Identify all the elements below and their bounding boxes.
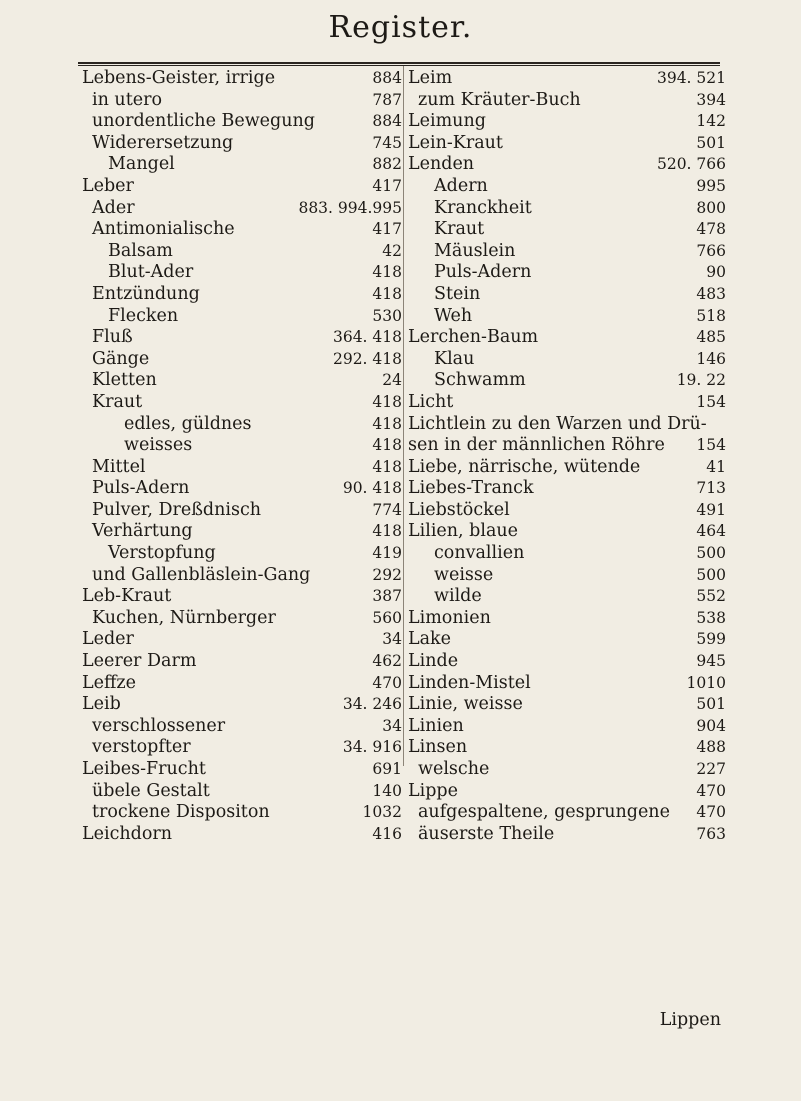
index-entry: [408, 133, 726, 155]
index-entry: [82, 694, 402, 716]
entry-page: 90: [706, 263, 726, 282]
index-entry: [408, 198, 726, 220]
entry-term: Kuchen, Nürnberger: [92, 607, 276, 628]
entry-term: Leerer Darm: [82, 651, 197, 672]
entry-term: Linie, weisse: [408, 694, 523, 715]
entry-term: Stein: [434, 283, 481, 304]
index-entry: [82, 68, 402, 90]
entry-page: 483: [696, 284, 726, 303]
entry-page: 491: [696, 500, 726, 519]
entry-page: 34: [382, 630, 402, 649]
entry-term: Leb-Kraut: [82, 586, 172, 607]
entry-page: 24: [382, 371, 402, 390]
entry-term: Weh: [434, 305, 473, 326]
entry-page: 766: [696, 241, 726, 260]
index-entry: [408, 543, 726, 565]
entry-page: 419: [372, 544, 402, 563]
index-entry: [82, 198, 402, 220]
index-entry: [408, 349, 726, 371]
entry-term: Lenden: [408, 154, 475, 175]
index-entry: [408, 262, 726, 284]
index-entry: [408, 586, 726, 608]
index-entry: [82, 111, 402, 133]
entry-page: 884: [372, 69, 402, 87]
entry-page: 882: [372, 155, 402, 174]
entry-term: Leib: [82, 694, 121, 715]
entry-page: 478: [696, 220, 726, 239]
entry-page: 154: [696, 392, 726, 411]
entry-term: Kraut: [434, 219, 485, 240]
entry-page: 560: [372, 608, 402, 627]
entry-term: Schwamm: [434, 370, 526, 391]
entry-page: 416: [372, 824, 402, 843]
entry-term: Leichdorn: [82, 823, 173, 844]
entry-page: 518: [696, 306, 726, 325]
index-entry: [82, 284, 402, 306]
index-entry: [82, 176, 402, 198]
entry-page: 530: [372, 306, 402, 325]
entry-term: in utero: [92, 89, 162, 110]
entry-term: weisse: [434, 564, 494, 585]
index-entry: [408, 90, 726, 112]
entry-page: 146: [696, 349, 726, 368]
index-entry: [408, 478, 726, 500]
index-entry: [82, 241, 402, 263]
entry-term: Linden-Mistel: [408, 672, 531, 693]
entry-term: übele Gestalt: [92, 780, 210, 801]
entry-page: 464: [696, 522, 726, 541]
entry-page: 763: [696, 824, 726, 843]
entry-page: 41: [706, 457, 726, 476]
index-entry: [82, 737, 402, 759]
entry-page: 713: [696, 479, 726, 498]
index-entry: [408, 824, 726, 846]
index-entry: [408, 521, 726, 543]
index-entry: [82, 457, 402, 479]
entry-term: Limonien: [408, 607, 491, 628]
index-entry: [408, 370, 726, 392]
index-entry: [82, 543, 402, 565]
index-entry: [408, 219, 726, 241]
entry-term: Puls-Adern: [434, 262, 532, 283]
entry-term: Liebes-Tranck: [408, 478, 534, 499]
entry-term: Liebstöckel: [408, 499, 510, 520]
entry-page: 34: [382, 716, 402, 735]
column-divider: [403, 66, 404, 766]
entry-term: Balsam: [108, 240, 173, 261]
index-entry: [408, 500, 726, 522]
entry-page: 485: [696, 328, 726, 347]
entry-term: Linien: [408, 715, 464, 736]
entry-term: verschlossener: [92, 715, 226, 736]
index-entry: [408, 629, 726, 651]
entry-term: sen in der männlichen Röhre: [408, 435, 665, 456]
entry-page: 140: [372, 781, 402, 800]
index-entry: [408, 154, 726, 176]
entry-page: 292. 418: [332, 349, 402, 368]
entry-term: weisses: [124, 435, 193, 456]
index-entry: [408, 737, 726, 759]
entry-term: Lake: [408, 629, 452, 650]
index-entry: [82, 306, 402, 328]
entry-term: Kraut: [92, 391, 143, 412]
entry-page: 387: [372, 587, 402, 606]
index-entry: [408, 435, 726, 457]
entry-term: zum Kräuter-Buch: [418, 89, 581, 110]
entry-page: 552: [696, 587, 726, 606]
entry-term: Leim: [408, 68, 453, 88]
entry-page: 883. 994.995: [298, 198, 402, 217]
index-entry: [82, 154, 402, 176]
entry-term: Blut-Ader: [108, 262, 194, 283]
entry-page: 34. 246: [342, 695, 402, 714]
entry-page: 470: [696, 803, 726, 822]
entry-page: 599: [696, 630, 726, 649]
entry-term: Liebe, närrische, wütende: [408, 456, 641, 477]
index-entry: [408, 414, 726, 436]
entry-page: 417: [372, 176, 402, 195]
entry-page: 462: [372, 652, 402, 671]
index-entry: [82, 781, 402, 803]
entry-page: 488: [696, 738, 726, 757]
entry-term: Lerchen-Baum: [408, 327, 539, 348]
index-entry: [408, 241, 726, 263]
entry-page: 42: [382, 241, 402, 260]
entry-term: verstopfter: [92, 737, 191, 758]
entry-page: 34. 916: [342, 738, 402, 757]
entry-term: Lebens-Geister, irrige: [82, 68, 276, 88]
index-entry: [82, 414, 402, 436]
index-entry: [408, 608, 726, 630]
entry-term: Leimung: [408, 111, 486, 132]
index-entry: [408, 111, 726, 133]
entry-term: Mittel: [92, 456, 146, 477]
entry-term: trockene Dispositon: [92, 802, 270, 823]
index-entry: [408, 781, 726, 803]
entry-term: Flecken: [108, 305, 179, 326]
entry-page: 418: [372, 263, 402, 282]
entry-page: 394. 521: [656, 69, 726, 87]
index-entry: [82, 392, 402, 414]
entry-term: Verstopfung: [108, 543, 216, 564]
entry-term: welsche: [418, 759, 490, 779]
entry-term: Klau: [434, 348, 475, 369]
entry-page: 500: [696, 544, 726, 563]
entry-page: 418: [372, 392, 402, 411]
entry-term: Leibes-Frucht: [82, 759, 206, 779]
entry-page: 470: [372, 673, 402, 692]
index-entry: [82, 370, 402, 392]
entry-page: 364. 418: [332, 328, 402, 347]
entry-page: 154: [696, 436, 726, 455]
entry-page: 19. 22: [676, 371, 726, 390]
index-entry: [408, 651, 726, 673]
entry-term: Ader: [92, 197, 135, 218]
index-entry: [82, 90, 402, 112]
entry-page: 418: [372, 284, 402, 303]
entry-page: 995: [696, 176, 726, 195]
page-title: Register.: [328, 10, 473, 45]
index-entry: [82, 759, 402, 781]
index-entry: [408, 802, 726, 824]
index-entry: [82, 327, 402, 349]
entry-term: Antimonialische: [92, 219, 235, 240]
entry-term: Mangel: [108, 154, 175, 175]
entry-term: edles, güldnes: [124, 413, 252, 434]
entry-page: 470: [696, 781, 726, 800]
left-column: [82, 68, 402, 845]
entry-term: Pulver, Dreßdnisch: [92, 499, 262, 520]
index-entry: [82, 478, 402, 500]
index-entry: [408, 457, 726, 479]
entry-term: convallien: [434, 543, 525, 564]
entry-term: Lippe: [408, 780, 458, 801]
index-entry: [408, 68, 726, 90]
index-entry: [82, 716, 402, 738]
entry-page: 774: [372, 500, 402, 519]
index-entry: [82, 219, 402, 241]
entry-term: Leffze: [82, 672, 136, 693]
entry-term: Lein-Kraut: [408, 132, 503, 153]
entry-term: Mäuslein: [434, 240, 516, 261]
entry-term: unordentliche Bewegung: [92, 111, 315, 132]
index-entry: [82, 521, 402, 543]
entry-page: 787: [372, 90, 402, 109]
entry-term: Puls-Adern: [92, 478, 190, 499]
entry-term: Leder: [82, 629, 134, 650]
entry-page: 418: [372, 436, 402, 455]
entry-page: 90. 418: [342, 479, 402, 498]
index-entry: [82, 651, 402, 673]
entry-page: 520. 766: [656, 155, 726, 174]
entry-term: Fluß: [92, 327, 133, 348]
index-entry: [82, 133, 402, 155]
right-column: [408, 68, 726, 845]
entry-page: 745: [372, 133, 402, 152]
entry-page: 418: [372, 414, 402, 433]
index-entry: [408, 694, 726, 716]
header-rule: [78, 62, 720, 64]
index-entry: [408, 716, 726, 738]
entry-page: 1010: [686, 673, 726, 692]
index-entry: [408, 759, 726, 781]
entry-term: Lilien, blaue: [408, 521, 519, 542]
entry-page: 418: [372, 522, 402, 541]
index-entry: [408, 673, 726, 695]
entry-term: Lichtlein zu den Warzen und Drü-: [408, 413, 707, 434]
entry-page: 417: [372, 220, 402, 239]
index-entry: [82, 608, 402, 630]
index-entry: [82, 435, 402, 457]
entry-page: 945: [696, 652, 726, 671]
entry-page: 800: [696, 198, 726, 217]
entry-term: und Gallenbläslein-Gang: [92, 564, 311, 585]
entry-page: 501: [696, 133, 726, 152]
index-entry: [82, 824, 402, 846]
index-entry: [408, 327, 726, 349]
index-entry: [408, 565, 726, 587]
entry-term: äuserste Theile: [418, 823, 555, 844]
entry-term: Leber: [82, 175, 134, 196]
entry-page: 227: [696, 760, 726, 778]
entry-term: Gänge: [92, 348, 150, 369]
index-entry: [82, 500, 402, 522]
index-entry: [408, 306, 726, 328]
entry-term: Kranckheit: [434, 197, 532, 218]
index-entry: [408, 284, 726, 306]
entry-page: 142: [696, 112, 726, 131]
index-entry: [408, 392, 726, 414]
entry-term: Verhärtung: [92, 521, 193, 542]
entry-page: 292: [372, 565, 402, 584]
entry-term: wilde: [434, 586, 482, 607]
entry-term: Licht: [408, 391, 454, 412]
entry-term: Entzündung: [92, 283, 200, 304]
index-entry: [82, 349, 402, 371]
entry-term: Linde: [408, 651, 459, 672]
entry-page: 501: [696, 695, 726, 714]
entry-page: 418: [372, 457, 402, 476]
entry-page: 538: [696, 608, 726, 627]
index-entry: [82, 802, 402, 824]
entry-page: 394: [696, 90, 726, 109]
entry-page: 904: [696, 716, 726, 735]
entry-term: Adern: [434, 175, 488, 196]
entry-term: Widerersetzung: [92, 132, 234, 153]
entry-term: Linsen: [408, 737, 468, 758]
entry-page: 884: [372, 112, 402, 131]
index-entry: [82, 629, 402, 651]
entry-term: aufgespaltene, gesprungene: [418, 802, 670, 823]
entry-term: Kletten: [92, 370, 157, 391]
entry-page: 1032: [362, 803, 402, 822]
catchword: Lippen: [659, 1010, 721, 1030]
index-entry: [82, 673, 402, 695]
entry-page: 691: [372, 760, 402, 778]
index-entry: [82, 262, 402, 284]
index-entry: [82, 586, 402, 608]
index-entry: [82, 565, 402, 587]
entry-page: 500: [696, 565, 726, 584]
header-rule-thin: [78, 65, 720, 66]
index-entry: [408, 176, 726, 198]
